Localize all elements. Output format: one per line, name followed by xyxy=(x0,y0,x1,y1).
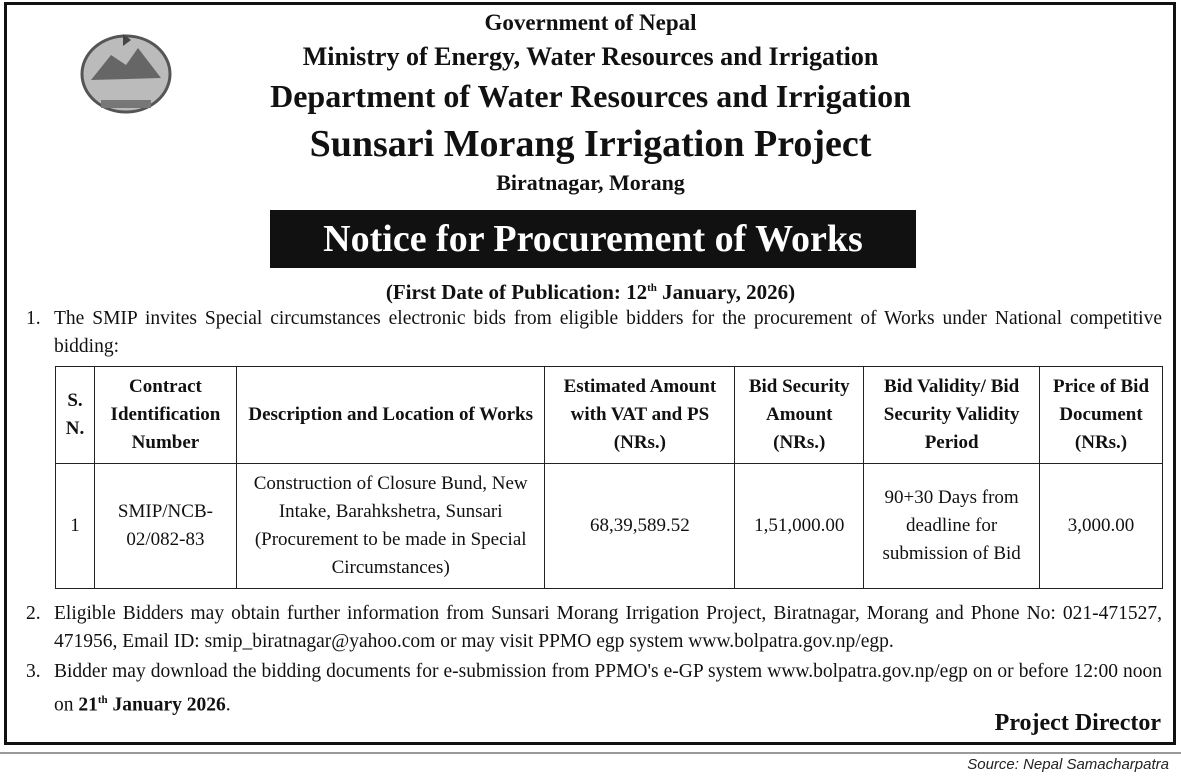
header-price: Price of Bid Document (NRs.) xyxy=(1040,367,1163,464)
item-1: 1. The SMIP invites Special circumstances electronic bids from eligible bidders for the procurement of Works under National competitive bidding: xyxy=(26,308,1162,357)
header-description: Description and Location of Works xyxy=(236,367,545,464)
source-caption: Source: Nepal Samacharpatra xyxy=(967,756,1169,773)
cell-description: Construction of Closure Bund, New Intake, Barahkshetra, Sunsari (Procurement to be made in Special Circumstances) xyxy=(236,464,545,589)
government-heading: Government of Nepal xyxy=(484,10,697,35)
signature: Project Director xyxy=(994,710,1161,736)
cell-price: 3,000.00 xyxy=(1040,464,1163,589)
ministry-heading: Ministry of Energy, Water Resources and Irrigation xyxy=(302,42,879,71)
cell-bid-security: 1,51,000.00 xyxy=(735,464,864,589)
header-validity: Bid Validity/ Bid Security Validity Period xyxy=(864,367,1040,464)
notice-title: Notice for Procurement of Works xyxy=(270,210,916,268)
header-sn: S. N. xyxy=(56,367,95,464)
header-contract-id: Contract Identification Number xyxy=(94,367,236,464)
table-header-row xyxy=(56,367,1163,464)
table-row xyxy=(56,464,1163,589)
publication-date: (First Date of Publication: 12th January, 2026) xyxy=(385,280,796,304)
project-heading: Sunsari Morang Irrigation Project xyxy=(309,123,872,165)
department-heading: Department of Water Resources and Irrigation xyxy=(270,78,911,114)
cell-sn: 1 xyxy=(56,464,95,589)
cell-contract-id: SMIP/NCB-02/082-83 xyxy=(94,464,236,589)
separator-line xyxy=(0,752,1181,754)
cell-estimated-amount: 68,39,589.52 xyxy=(545,464,735,589)
location-heading: Biratnagar, Morang xyxy=(496,170,685,195)
header-estimated-amount: Estimated Amount with VAT and PS (NRs.) xyxy=(545,367,735,464)
item-3: 3. Bidder may download the bidding documents for e-submission from PPMO's e-GP system www.bolpatra.gov.np/egp on or before 12:00 noon on 21th January 2026. xyxy=(26,661,1162,716)
item-2: 2. Eligible Bidders may obtain further information from Sunsari Morang Irrigation Project, Biratnagar, Morang and Phone No: 021-471527, 471956, Email ID: smip_biratnagar@yahoo.com or may visit PPMO egp system www.bolpatra.gov.np/egp. xyxy=(26,603,1162,652)
header-bid-security: Bid Security Amount (NRs.) xyxy=(735,367,864,464)
works-table xyxy=(55,366,1163,589)
cell-validity: 90+30 Days from deadline for submission of Bid xyxy=(864,464,1040,589)
